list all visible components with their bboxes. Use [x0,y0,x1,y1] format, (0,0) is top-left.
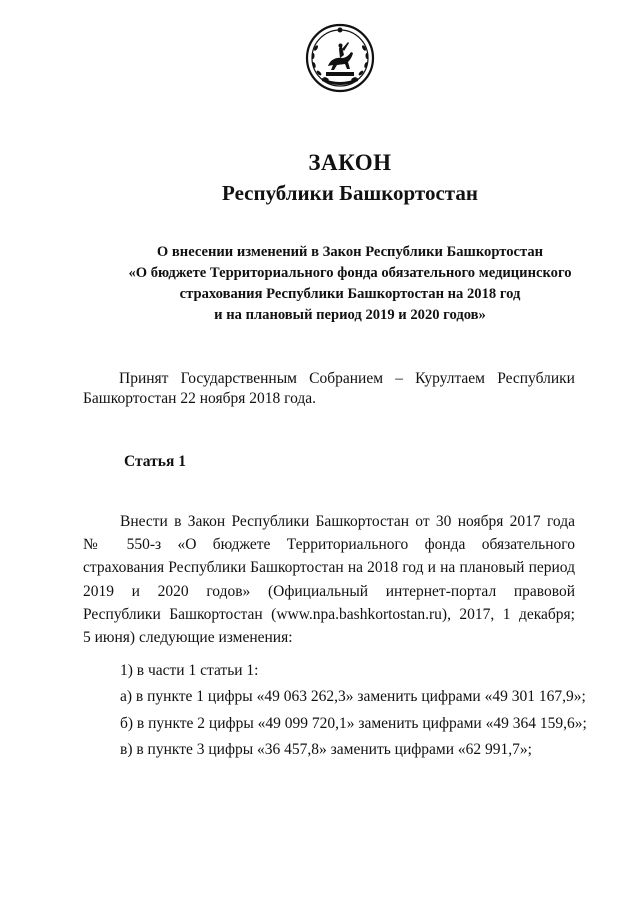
list-item: 1) в части 1 статьи 1: [120,662,259,679]
article-heading: Статья 1 [124,453,186,470]
article-body [83,510,575,649]
adoption-word: Курултаем [415,370,485,387]
adoption-word: Республики [497,370,575,387]
law-title-line: страхования Республики Башкортостан на 2018 год [179,286,521,302]
law-title-line: О внесении изменений в Закон Республики Башкортостан [156,244,544,260]
body-line: 2019 и 2020 годов» (Официальный интернет-портал правовой [83,582,575,600]
page-title: ЗАКОН [308,150,392,175]
body-line: Республики Башкортостан (www.npa.bashkortostan.ru), 2017, 1 декабря; [83,605,575,623]
page-subtitle: Республики Башкортостан [222,181,478,205]
law-title-line: «О бюджете Территориального фонда обязательного медицинского [128,265,572,281]
adoption-line-1 [83,369,575,389]
law-title-line: и на плановый период 2019 и 2020 годов» [214,307,486,323]
adoption-word: Собранием [309,370,384,387]
adoption-word: – [395,370,403,387]
law-title [70,242,630,326]
adoption-line-2: Башкортостан 22 ноября 2018 года. [83,390,317,407]
body-line: Внести в Закон Республики Башкортостан от 30 ноября 2017 года [120,513,575,530]
bashkortostan-emblem-icon [304,22,376,94]
amendment-list [120,658,587,764]
body-line: № 550-з «О бюджете Территориального фонда обязательного [83,536,575,554]
adoption-statement [83,369,575,409]
adoption-word: Государственным [180,370,297,387]
list-item: б) в пункте 2 цифры «49 099 720,1» заменить цифрами «49 364 159,6»; [120,714,587,732]
body-line: страхования Республики Башкортостан на 2018 год и на плановый период [83,559,575,577]
list-item: а) в пункте 1 цифры «49 063 262,3» заменить цифрами «49 301 167,9»; [120,688,586,706]
body-line: 5 июня) следующие изменения: [83,628,293,646]
adoption-word: Принят [119,370,169,387]
list-item: в) в пункте 3 цифры «36 457,8» заменить цифрами «62 991,7»; [120,741,532,759]
